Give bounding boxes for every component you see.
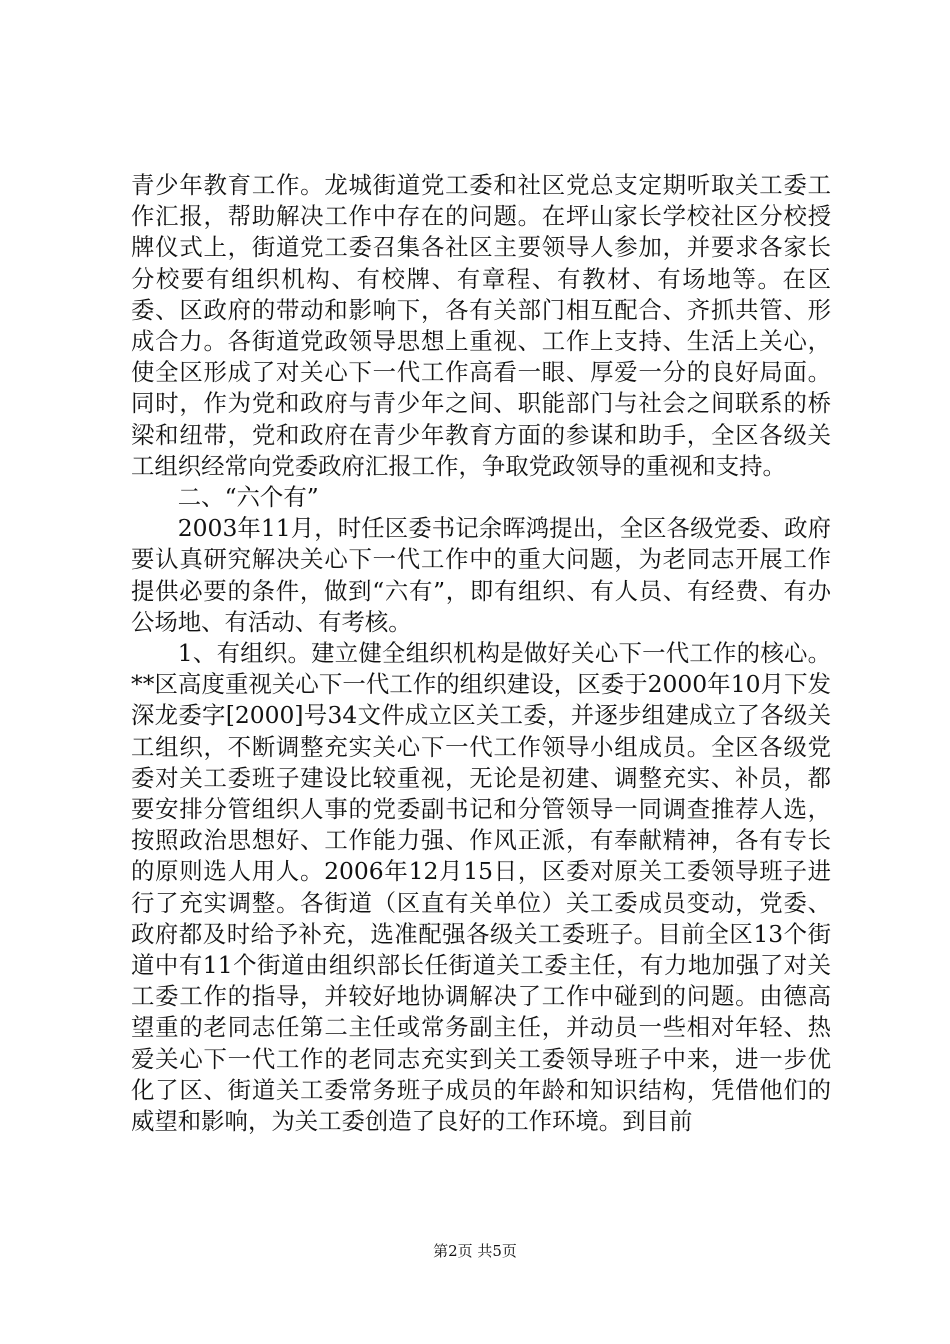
paragraph: 1、有组织。建立健全组织机构是做好关心下一代工作的核心。**区高度重视关心下一代工作的组织建设，区委于2000年10月下发深龙委字[2000]号34文件成立区关工委，并逐步组建成立了各级关工组织，不断调整充实关心下一代工作领导小组成员。全区各级党委对关工委班子建设比较重视，无论是初建、调整充实、补员，都要安排分管组织人事的党委副书记和分管领导一同调查推荐人选，按照政治思想好、工作能力强、作风正派，有奉献精神，各有专长的原则选人用人。2006年12月15日，区委对原关工委领导班子进行了充实调整。各街道（区直有关单位）关工委成员变动，党委、政府都及时给予补充，选准配强各级关工委班子。目前全区13个街道中有11个街道由组织部长任街道关工委主任，有力地加强了对关工委工作的指导，并较好地协调解决了工作中碰到的问题。由德高望重的老同志任第二主任或常务副主任，并动员一些相对年轻、热爱关心下一代工作的老同志充实到关工委领导班子中来，进一步优化了区、街道关工委常务班子成员的年龄和知识结构，凭借他们的威望和影响，为关工委创造了良好的工作环境。到目前 (131, 639, 831, 1136)
page-number-footer: 第2页 共5页 (433, 1242, 517, 1260)
section-heading: 二、“六个有” (177, 483, 319, 512)
paragraph-continued: 青少年教育工作。龙城街道党工委和社区党总支定期听取关工委工作汇报，帮助解决工作中存在的问题。在坪山家长学校社区分校授牌仪式上，街道党工委召集各社区主要领导人参加，并要求各家长分校要有组织机构、有校牌、有章程、有教材、有场地等。在区委、区政府的带动和影响下，各有关部门相互配合、齐抓共管、形成合力。各街道党政领导思想上重视、工作上支持、生活上关心，使全区形成了对关心下一代工作高看一眼、厚爱一分的良好局面。同时，作为党和政府与青少年之间、职能部门与社会之间联系的桥梁和纽带，党和政府在青少年教育方面的参谋和助手，全区各级关工组织经常向党委政府汇报工作，争取党政领导的重视和支持。 (131, 171, 831, 480)
paragraph: 2003年11月，时任区委书记余晖鸿提出，全区各级党委、政府要认真研究解决关心下一代工作中的重大问题，为老同志开展工作提供必要的条件，做到“六有”，即有组织、有人员、有经费、有办公场地、有活动、有考核。 (131, 514, 831, 636)
document-body (131, 170, 831, 1137)
